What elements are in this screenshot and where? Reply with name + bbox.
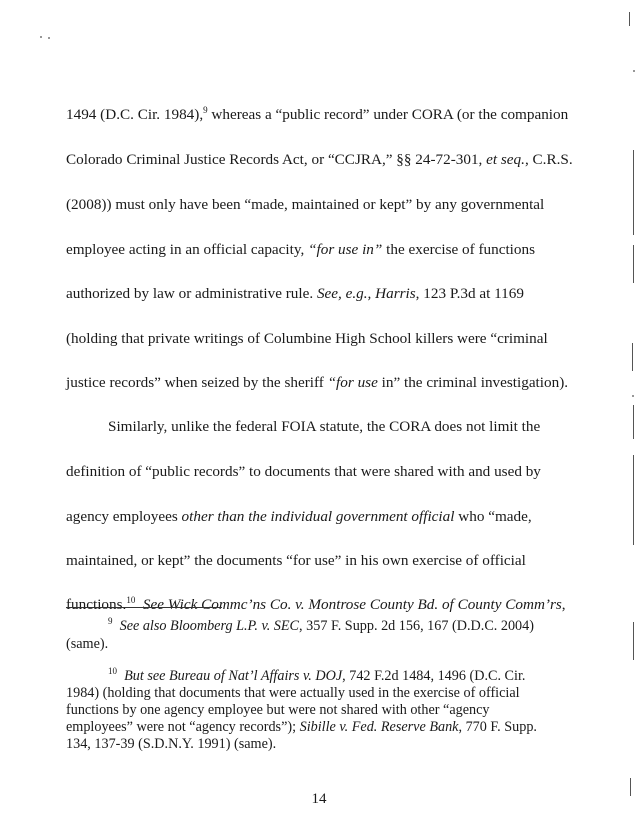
text-segment: (holding that private writings of Columbine High School killers were “criminal xyxy=(66,330,548,347)
body-line-6 xyxy=(66,330,548,348)
text-segment-italic: et seq. xyxy=(486,151,525,168)
text-segment: authorized by law or administrative rule. xyxy=(66,285,317,302)
text-segment: functions by one agency employee but were not shared with other “agency xyxy=(66,702,490,718)
footnote-10-line-2 xyxy=(66,685,520,701)
text-segment-italic: Sibille v. Fed. Reserve Bank xyxy=(299,719,459,735)
margin-mark xyxy=(633,405,634,439)
body-line-12 xyxy=(66,596,566,614)
text-segment: , 357 F. Supp. 2d 156, 167 (D.D.C. 2004) xyxy=(299,618,534,634)
text-segment: employees” were not “agency records”); xyxy=(66,719,300,735)
body-line-3 xyxy=(66,196,544,214)
text-segment: definition of “public records” to documents that were shared with and used by xyxy=(66,463,541,480)
scan-speck xyxy=(632,395,634,397)
body-line-8 xyxy=(108,418,540,436)
footnote-10-line-4 xyxy=(66,719,537,735)
text-segment: 1984) (holding that documents that were actually used in the exercise of official xyxy=(66,685,520,701)
text-segment: 1494 (D.C. Cir. 1984), xyxy=(66,106,204,123)
scan-speck xyxy=(633,70,635,72)
text-segment xyxy=(135,596,143,613)
body-line-7 xyxy=(66,374,568,392)
body-line-5 xyxy=(66,285,524,303)
text-segment-italic: See Wick Commc’ns Co. v. Montrose County Bd. of County Comm’rs xyxy=(142,596,562,613)
body-line-10 xyxy=(66,508,532,526)
margin-mark xyxy=(632,343,633,371)
footnote-separator xyxy=(66,607,222,608)
text-segment: who “made, xyxy=(454,508,532,525)
body-line-1 xyxy=(66,106,568,124)
footnote-ref-10: 10 xyxy=(126,595,136,605)
text-segment: whereas a “public record” under CORA (or the companion xyxy=(207,106,569,123)
text-segment: 134, 137-39 (S.D.N.Y. 1991) (same). xyxy=(66,736,277,752)
margin-mark xyxy=(633,150,634,235)
text-segment: (2008)) must only have been “made, maintained or kept” by any governmental xyxy=(66,196,545,213)
text-segment: in” the criminal investigation). xyxy=(377,374,569,391)
text-segment: , 742 F.2d 1484, 1496 (D.C. Cir. xyxy=(342,668,526,684)
text-segment: (same). xyxy=(66,636,109,652)
footnote-10-line-3 xyxy=(66,702,490,718)
footnote-10-line-5 xyxy=(66,736,276,752)
text-segment: , xyxy=(561,596,566,613)
text-segment: the exercise of functions xyxy=(382,241,536,258)
footnote-number: 10 xyxy=(108,666,117,676)
margin-mark xyxy=(633,455,634,545)
page-number: 14 xyxy=(311,791,327,807)
text-segment: , 123 P.3d at 1169 xyxy=(415,285,524,302)
text-segment-italic: other than the individual government official xyxy=(181,508,455,525)
text-segment: maintained, or kept” the documents “for use” in his own exercise of official xyxy=(66,552,526,569)
text-segment: Colorado Criminal Justice Records Act, or “CCJRA,” §§ 24-72-301, xyxy=(66,151,487,168)
text-segment: justice records” when seized by the sheriff xyxy=(66,374,328,391)
body-line-4 xyxy=(66,241,535,259)
text-segment-italic: “for use in” xyxy=(308,241,383,258)
footnote-9-line-2 xyxy=(66,636,108,652)
text-segment-italic: See also Bloomberg L.P. v. SEC xyxy=(119,618,300,634)
text-segment: employee acting in an official capacity, xyxy=(66,241,309,258)
text-segment: functions. xyxy=(66,596,127,613)
body-line-11 xyxy=(66,552,526,570)
footnote-number: 9 xyxy=(108,616,113,626)
footnote-ref-9: 9 xyxy=(203,105,208,115)
margin-mark xyxy=(629,12,630,26)
body-line-9 xyxy=(66,463,541,481)
text-segment: , C.R.S. xyxy=(524,151,573,168)
footnote-10-line-1 xyxy=(108,668,525,684)
text-segment-italic: See, e.g., Harris xyxy=(316,285,416,302)
margin-mark xyxy=(633,622,634,660)
text-segment-italic: “for use xyxy=(327,374,378,391)
text-segment: , 770 F. Supp. xyxy=(458,719,537,735)
footnote-9-line-1 xyxy=(108,618,534,634)
body-line-2 xyxy=(66,151,573,169)
text-segment: Similarly, unlike the federal FOIA statute, the CORA does not limit the xyxy=(108,418,541,435)
text-segment-italic: But see Bureau of Nat’l Affairs v. DOJ xyxy=(124,668,343,684)
text-segment: agency employees xyxy=(66,508,182,525)
scan-speck xyxy=(48,37,50,39)
margin-mark xyxy=(630,778,631,796)
margin-mark xyxy=(633,245,634,283)
scan-speck xyxy=(40,36,42,38)
